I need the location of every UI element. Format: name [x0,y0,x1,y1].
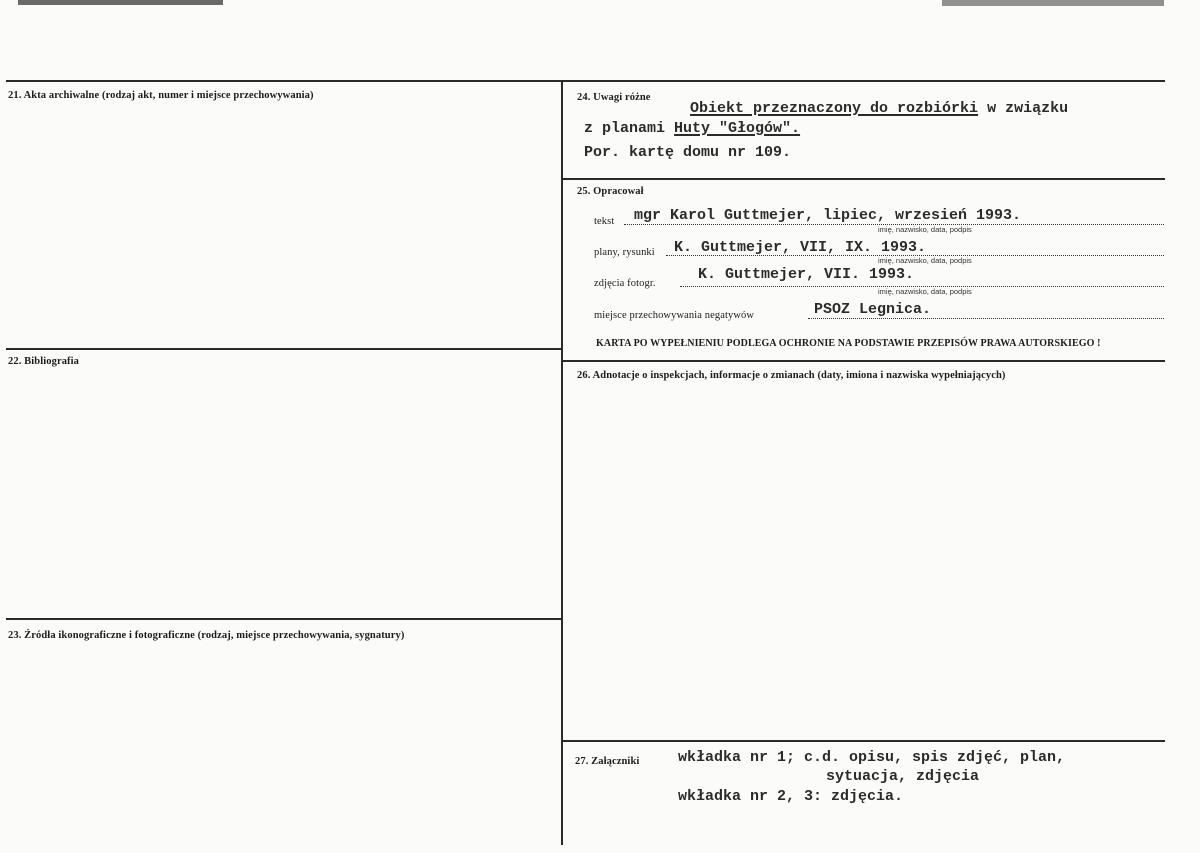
s23-top-rule [6,618,562,620]
copyright-notice: KARTA PO WYPEŁNIENIU PODLEGA OCHRONIE NA PODSTAWIE PRZEPISÓW PRAWA AUTORSKIEGO ! [596,338,1101,349]
s24-line-1 [690,100,1068,117]
s26-top-rule [562,360,1165,362]
s25-top-rule [562,178,1165,180]
s27-top-rule [562,740,1165,742]
plany-hint: imię, nazwisko, data, podpis [878,256,972,265]
section-23-label: 23. Źródła ikonograficzne i fotograficzne (rodzaj, miejsce przechowywania, sygnatury) [8,630,405,641]
tekst-value: mgr Karol Guttmejer, lipiec, wrzesień 1993. [634,207,1022,224]
section-21-label: 21. Akta archiwalne (rodzaj akt, numer i miejsce przechowywania) [8,90,314,101]
s24-line-3: Por. kartę domu nr 109. [584,144,792,161]
s24-line-2-underlined: Huty "Głogów". [674,120,801,137]
tekst-hint: imię, nazwisko, data, podpis [878,225,972,234]
miejsce-value: PSOZ Legnica. [814,301,932,318]
form-top-rule-left [6,80,562,82]
top-left-scan-mark [18,0,223,5]
section-27-label: 27. Załączniki [575,756,640,767]
section-26-label: 26. Adnotacje o inspekcjach, informacje o zmianach (daty, imiona i nazwiska wypełniających) [577,370,1006,381]
miejsce-label: miejsce przechowywania negatywów [594,310,755,321]
section-25-label: 25. Opracował [577,186,644,197]
zdjecia-label: zdjęcia fotogr. [594,278,656,289]
s22-top-rule [6,348,562,350]
tekst-label: tekst [594,216,615,227]
section-22-label: 22. Bibliografia [8,356,80,367]
s24-line-1-underlined: Obiekt przeznaczony do rozbiórki [690,100,979,117]
plany-label: plany, rysunki [594,247,655,258]
form-center-divider [561,80,563,845]
top-right-scan-mark [942,0,1164,6]
section-24-label: 24. Uwagi różne [577,92,651,103]
s24-line-2 [584,120,800,137]
plany-value: K. Guttmejer, VII, IX. 1993. [674,239,927,256]
zdjecia-value: K. Guttmejer, VII. 1993. [698,266,915,283]
zdjecia-hint: imię, nazwisko, data, podpis [878,287,972,296]
s24-line-2-plain: z planami [584,120,666,137]
s24-line-1-rest: w związku [987,100,1069,117]
form-top-rule-right [562,80,1165,82]
s27-line-3: wkładka nr 2, 3: zdjęcia. [678,788,904,805]
s27-line-1: wkładka nr 1; c.d. opisu, spis zdjęć, plan, [678,749,1066,766]
s27-line-2: sytuacja, zdjęcia [826,768,980,785]
miejsce-dotted-line [808,318,1164,319]
